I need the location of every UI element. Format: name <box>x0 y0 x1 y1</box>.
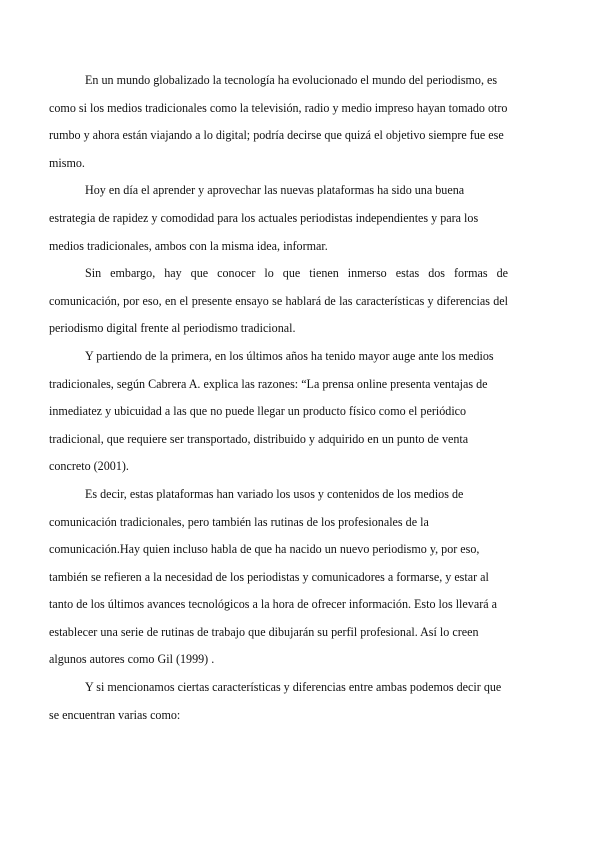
paragraph-3: Sin embargo, hay que conocer lo que tienen inmerso estas dos formas de comunicación, por eso, en el presente ensayo se hablará de las características y diferencias del periodismo digital frente al periodismo tradicional. <box>49 266 508 336</box>
paragraph-1: En un mundo globalizado la tecnología ha evolucionado el mundo del periodismo, es como si los medios tradicionales como la televisión, radio y medio impreso hayan tomado otro rumbo y ahora están viajando a lo digital; podría decirse que quizá el objetivo siempre fue ese mismo. <box>49 73 508 170</box>
paragraph-6: Y si mencionamos ciertas características y diferencias entre ambas podemos decir que se encuentran varias como: <box>49 680 502 722</box>
paragraph-5: Es decir, estas plataformas han variado los usos y contenidos de los medios de comunicación tradicionales, pero también las rutinas de los profesionales de la comunicación.Hay quien incluso habla de que ha nacido un nuevo periodismo y, por eso, también se refieren a la necesidad de los periodistas y comunicadores a formarse, y estar al tanto de los últimos avances tecnológicos a la hora de ofrecer información. Esto los llevará a establecer una serie de rutinas de trabajo que dibujarán su perfil profesional. Así lo creen algunos autores como Gil (1999) . <box>49 486 497 667</box>
paragraph-2: Hoy en día el aprender y aprovechar las nuevas plataformas ha sido una buena estrategia de rapidez y comodidad para los actuales periodistas independientes y para los medios tradicionales, ambos con la misma idea, informar. <box>49 183 479 253</box>
document-body <box>49 67 508 729</box>
paragraph-4: Y partiendo de la primera, en los últimos años ha tenido mayor auge ante los medios tradicionales, según Cabrera A. explica las razones: “La prensa online presenta ventajas de inmediatez y ubicuidad a las que no puede llegar un producto físico como el periódico tradicional, que requiere ser transportado, distribuido y adquirido en un punto de venta concreto (2001). <box>49 348 494 474</box>
